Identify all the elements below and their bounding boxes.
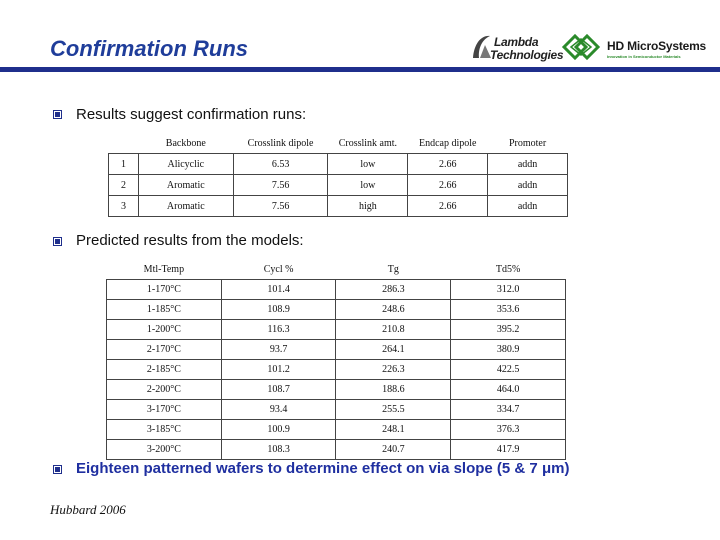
table-cell: 464.0 xyxy=(451,380,566,400)
table-cell: 312.0 xyxy=(451,280,566,300)
predicted-results-table xyxy=(106,259,566,460)
bullet-square-icon xyxy=(53,465,62,474)
table-cell: 255.5 xyxy=(336,400,451,420)
bullet-square-icon xyxy=(53,237,62,246)
table-cell: 1-185°C xyxy=(107,300,222,320)
table-cell: 286.3 xyxy=(336,280,451,300)
title-rule xyxy=(0,67,720,72)
table-row xyxy=(107,380,566,400)
lambda-technologies-logo xyxy=(470,32,564,64)
table-cell: 7.56 xyxy=(233,175,328,196)
table-cell: 240.7 xyxy=(336,440,451,460)
bullet-predicted: Predicted results from the models: xyxy=(76,232,304,249)
table-header: Endcap dipole xyxy=(418,137,477,149)
table-cell: 2-170°C xyxy=(107,340,222,360)
table-header: Td5% xyxy=(495,263,521,275)
slide-title: Confirmation Runs xyxy=(50,36,248,61)
table-cell: 248.1 xyxy=(336,420,451,440)
bullet-results: Results suggest confirmation runs: xyxy=(76,106,307,123)
table-cell: 108.3 xyxy=(221,440,336,460)
table-header: Mtl-Temp xyxy=(143,263,185,275)
table-header: Promoter xyxy=(508,137,547,149)
table-row xyxy=(107,280,566,300)
bullet-square-icon xyxy=(53,110,62,119)
table-row xyxy=(107,320,566,340)
footer-author: Hubbard 2006 xyxy=(50,502,126,517)
table-header: Crosslink amt. xyxy=(338,137,398,149)
lambda-logo-line1: Lambda xyxy=(494,35,539,49)
table-cell: 395.2 xyxy=(451,320,566,340)
table-cell: 376.3 xyxy=(451,420,566,440)
table-header xyxy=(109,133,139,154)
table-cell: 7.56 xyxy=(233,196,328,217)
hd-microsystems-logo xyxy=(560,30,710,66)
table-cell: addn xyxy=(488,196,568,217)
table-cell: Alicyclic xyxy=(138,154,233,175)
table-cell: 108.9 xyxy=(221,300,336,320)
table-cell: 101.2 xyxy=(221,360,336,380)
table-cell: 101.4 xyxy=(221,280,336,300)
table-cell: 210.8 xyxy=(336,320,451,340)
confirmation-runs-table xyxy=(108,133,568,217)
table-row xyxy=(109,196,568,217)
table-header-row xyxy=(109,133,568,154)
table-cell: 226.3 xyxy=(336,360,451,380)
table-cell: 3 xyxy=(109,196,139,217)
table-cell: 2.66 xyxy=(408,154,488,175)
table-cell: 264.1 xyxy=(336,340,451,360)
table-cell: 1-200°C xyxy=(107,320,222,340)
table-cell: Aromatic xyxy=(138,196,233,217)
table-cell: 93.4 xyxy=(221,400,336,420)
table-row xyxy=(109,175,568,196)
table-row xyxy=(109,154,568,175)
table-cell: 3-185°C xyxy=(107,420,222,440)
table-cell: 380.9 xyxy=(451,340,566,360)
table-cell: 334.7 xyxy=(451,400,566,420)
table-row xyxy=(107,420,566,440)
table-cell: Aromatic xyxy=(138,175,233,196)
table-cell: 1 xyxy=(109,154,139,175)
table-cell: 3-170°C xyxy=(107,400,222,420)
table-row xyxy=(107,400,566,420)
table-cell: 248.6 xyxy=(336,300,451,320)
table-cell: 353.6 xyxy=(451,300,566,320)
table-cell: low xyxy=(328,154,408,175)
table-cell: 100.9 xyxy=(221,420,336,440)
table-cell: 417.9 xyxy=(451,440,566,460)
table-cell: 1-170°C xyxy=(107,280,222,300)
table-cell: 108.7 xyxy=(221,380,336,400)
table-cell: 2-200°C xyxy=(107,380,222,400)
table-row xyxy=(107,440,566,460)
table-row xyxy=(107,300,566,320)
table-row xyxy=(107,340,566,360)
table-cell: 6.53 xyxy=(233,154,328,175)
table-header: Crosslink dipole xyxy=(247,137,314,149)
table-cell: addn xyxy=(488,175,568,196)
hd-logo-tagline: Innovation in Semiconductor Materials xyxy=(607,54,681,59)
table-header-row xyxy=(107,259,566,280)
table-cell: 2.66 xyxy=(408,175,488,196)
table-cell: low xyxy=(328,175,408,196)
table-cell: 3-200°C xyxy=(107,440,222,460)
table-row xyxy=(107,360,566,380)
table-cell: 116.3 xyxy=(221,320,336,340)
table-cell: high xyxy=(328,196,408,217)
table-cell: 188.6 xyxy=(336,380,451,400)
table-cell: 2-185°C xyxy=(107,360,222,380)
lambda-logo-line2: Technologies xyxy=(490,48,564,62)
table-cell: 2 xyxy=(109,175,139,196)
table-cell: 2.66 xyxy=(408,196,488,217)
table-header: Tg xyxy=(387,263,399,275)
hd-logo-name: HD MicroSystems xyxy=(607,39,707,53)
table-cell: addn xyxy=(488,154,568,175)
table-header: Cycl % xyxy=(263,263,294,275)
table-cell: 422.5 xyxy=(451,360,566,380)
hd-diamond-icon xyxy=(560,32,604,62)
bullet-eighteen-wafers: Eighteen patterned wafers to determine effect on via slope (5 & 7 μm) xyxy=(76,460,570,477)
table-cell: 93.7 xyxy=(221,340,336,360)
table-header: Backbone xyxy=(165,137,206,149)
